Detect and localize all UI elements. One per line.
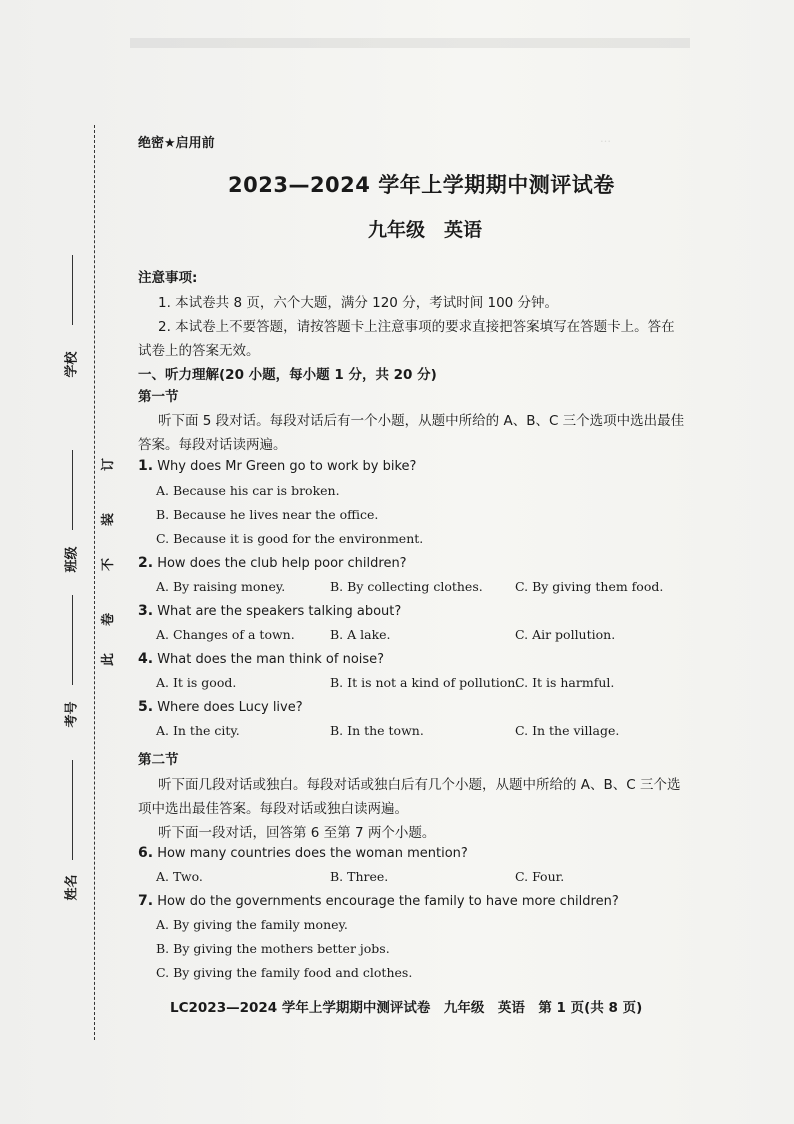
name-label: 姓名	[64, 874, 80, 901]
option: C. Air pollution.	[515, 627, 616, 642]
sub-instruction: 听下面一段对话，回答第 6 至第 7 两个小题。	[158, 825, 436, 841]
question-3	[138, 603, 401, 619]
exam-page: … 学校 班级 考号 姓名 订 装 不 卷 此 绝密★启用前 2023—2024 学年上学期期中测评试卷 九年级 英语 注意事项: 1. 本试卷共 8 页，六个大题，满分 120 分，考试时间 100 分钟。 2. 本试卷上不要答题，请按答题卡上注意事项的要求直接把答案填写在答题卡上。答在 试卷上的答案无效。 一、听力理解(20 小题，每小题 1 分，共 20 分) 第一节 听下面 5 段对话。每段对话后有一个小题，从题中所给的 A、B、C 三个选项中选出最佳 答案。每段对话读两遍。 1. Why does Mr Green go to work by bike? A. Because his car is broken. B. Because he lives near the office. C. Because it is good for the environment. 2. How does the club help poor children? A. By raising money. B. By collecting clothes. C. By giving them food. 3. What are the speakers talking about? A. Changes of a town. B. A lake. C. Air pollution. 4. What does the man think of noise? A. It is good. B. It is not a kind of pollution. C. It is harmful. 5. Where does Lucy live? A. In the city. B. In the town. C. In the village. 第二节 听下面几段对话或独白。每段对话或独白后有几个小题，从题中所给的 A、B、C 三个选 项中选出最佳答案。每段对话或独白读两遍。 听下面一段对话，回答第 6 至第 7 两个小题。 6. How many countries does the woman mention? A. Two. B. Three. C. Four. 7. How do the governments encourage the family to have more children? A. By giving the family money. B. By giving the mothers better jobs. C. By giving the family food and clothes. LC2023—2024 学年上学期期中测评试卷 九年级 英语 第 1 页(共 8 页)	[0, 0, 794, 1124]
exam-subtitle: 九年级 英语	[368, 219, 483, 241]
question-5	[138, 699, 303, 715]
school-label: 学校	[64, 351, 80, 378]
question-7	[138, 893, 619, 909]
option: C. In the village.	[515, 723, 620, 738]
exam-no-fill-line	[72, 595, 73, 685]
notes-item: 1. 本试卷共 8 页，六个大题，满分 120 分，考试时间 100 分钟。	[158, 295, 559, 311]
option: C. By giving the family food and clothes.	[156, 965, 413, 980]
section1-instruction: 答案。每段对话读两遍。	[138, 437, 287, 453]
option: B. By giving the mothers better jobs.	[156, 941, 390, 956]
seal-char: 此	[101, 652, 117, 667]
section2-label: 第二节	[138, 752, 179, 768]
question-number: 5.	[138, 699, 154, 715]
seal-char: 装	[101, 512, 117, 527]
option: B. In the town.	[330, 723, 424, 738]
question-number: 3.	[138, 603, 154, 619]
school-fill-line	[72, 255, 73, 325]
option: B. It is not a kind of pollution.	[330, 675, 520, 690]
question-6	[138, 845, 468, 861]
question-number: 2.	[138, 555, 154, 571]
seal-char: 卷	[101, 612, 117, 627]
question-number: 6.	[138, 845, 154, 861]
exam-no-label: 考号	[64, 701, 80, 728]
seal-char: 不	[101, 557, 117, 572]
question-text: What are the speakers talking about?	[157, 604, 402, 619]
section2-instruction: 项中选出最佳答案。每段对话或独白读两遍。	[138, 801, 408, 817]
section1-label: 第一节	[138, 389, 179, 405]
section2-instruction: 听下面几段对话或独白。每段对话或独白后有几个小题，从题中所给的 A、B、C 三个选	[158, 777, 681, 793]
question-2	[138, 555, 407, 571]
notes-heading: 注意事项:	[138, 270, 198, 286]
option: A. By raising money.	[156, 579, 286, 594]
option: C. Because it is good for the environment.	[156, 531, 424, 546]
question-number: 7.	[138, 893, 154, 909]
question-text: Why does Mr Green go to work by bike?	[157, 459, 417, 474]
option: B. Because he lives near the office.	[156, 507, 379, 522]
exam-title: 2023—2024 学年上学期期中测评试卷	[228, 173, 615, 197]
option: A. Changes of a town.	[156, 627, 295, 642]
question-text: What does the man think of noise?	[157, 652, 385, 667]
page-footer: LC2023—2024 学年上学期期中测评试卷 九年级 英语 第 1 页(共 8 页)	[170, 1000, 643, 1016]
question-text: How do the governments encourage the family to have more children?	[157, 894, 619, 909]
option: C. It is harmful.	[515, 675, 615, 690]
class-label: 班级	[64, 546, 80, 573]
section1-instruction: 听下面 5 段对话。每段对话后有一个小题，从题中所给的 A、B、C 三个选项中选出最佳	[158, 413, 685, 429]
binding-dashed-line	[94, 125, 95, 1040]
option: A. By giving the family money.	[156, 917, 348, 932]
secret-label: 绝密★启用前	[138, 136, 215, 151]
question-text: How many countries does the woman mention?	[157, 846, 468, 861]
option: A. It is good.	[156, 675, 237, 690]
option: A. Two.	[156, 869, 203, 884]
option: A. In the city.	[156, 723, 240, 738]
notes-item: 2. 本试卷上不要答题，请按答题卡上注意事项的要求直接把答案填写在答题卡上。答在	[158, 319, 675, 335]
question-text: How does the club help poor children?	[157, 556, 407, 571]
seal-char: 订	[101, 457, 117, 472]
scan-shadow	[130, 38, 690, 48]
part1-heading: 一、听力理解(20 小题，每小题 1 分，共 20 分)	[138, 367, 437, 383]
name-fill-line	[72, 760, 73, 860]
question-4	[138, 651, 384, 667]
question-number: 1.	[138, 458, 154, 474]
question-1	[138, 458, 416, 474]
option: B. Three.	[330, 869, 389, 884]
question-text: Where does Lucy live?	[157, 700, 303, 715]
notes-item: 试卷上的答案无效。	[138, 343, 260, 359]
option: A. Because his car is broken.	[156, 483, 340, 498]
option: C. Four.	[515, 869, 565, 884]
class-fill-line	[72, 450, 73, 530]
option: C. By giving them food.	[515, 579, 664, 594]
option: B. By collecting clothes.	[330, 579, 483, 594]
question-number: 4.	[138, 651, 154, 667]
option: B. A lake.	[330, 627, 391, 642]
